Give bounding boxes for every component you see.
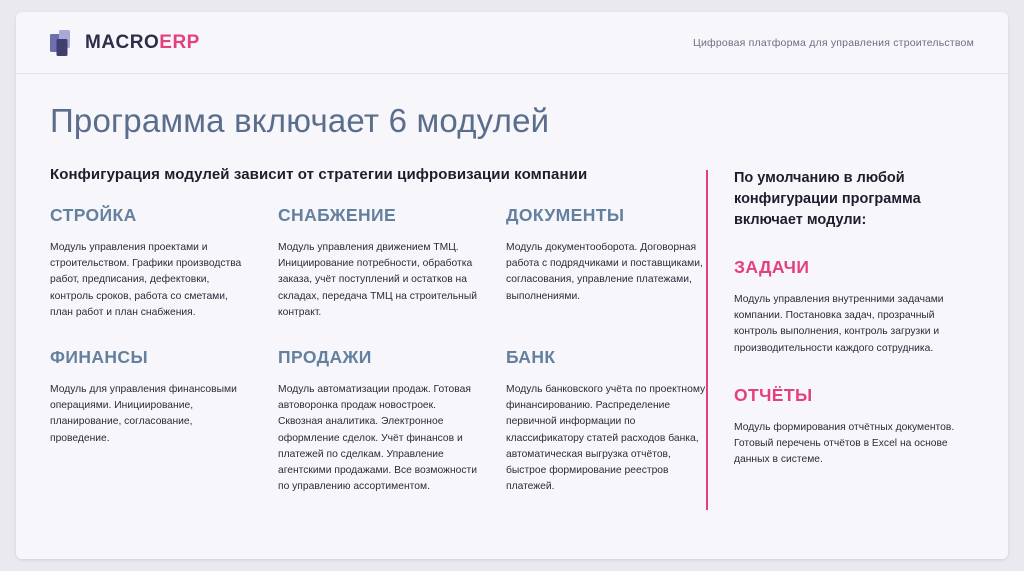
modules-grid xyxy=(50,205,706,495)
module-description-bank: Модуль банковского учёта по проектному финансированию. Распределение первичной информации по классификатору статей расходов банка, автоматическая выгрузка отчётов, быстрое формирование реестров платежей. xyxy=(506,384,706,493)
module-card-finansy xyxy=(50,347,250,495)
logo xyxy=(50,30,200,56)
module-description-finansy: Модуль для управления финансовыми операциями. Инициирование, планирование, согласование, проведение. xyxy=(50,384,237,444)
module-description-dokumenty: Модуль документооборота. Договорная работа с подрядчиками и поставщиками, согласования, управление платежами, выполнениями. xyxy=(506,242,703,302)
page-title: Программа включает 6 модулей xyxy=(50,102,550,139)
module-title-zadachi: ЗАДАЧИ xyxy=(734,257,810,277)
slide-body xyxy=(16,140,1008,510)
modules-subtitle: Конфигурация модулей зависит от стратегии цифровизации компании xyxy=(50,166,588,183)
module-title-snabzhenie: СНАБЖЕНИЕ xyxy=(278,205,397,225)
module-title-dokumenty: ДОКУМЕНТЫ xyxy=(506,205,625,225)
module-title-prodazhi: ПРОДАЖИ xyxy=(278,347,372,368)
slide-header xyxy=(16,12,1008,74)
default-modules-title: По умолчанию в любой конфигурации программа включает модули: xyxy=(734,170,921,228)
module-title-stroyka: СТРОЙКА xyxy=(50,205,137,225)
modules-column xyxy=(50,166,706,510)
module-card-bank xyxy=(506,347,706,495)
module-card-prodazhi xyxy=(278,347,478,495)
vertical-divider xyxy=(706,170,708,510)
module-card-dokumenty xyxy=(506,205,706,321)
macroerp-logo-icon xyxy=(50,30,76,56)
module-card-snabzhenie xyxy=(278,205,478,321)
module-description-otchety: Модуль формирования отчётных документов. Готовый перечень отчётов в Excel на основе данных в системе. xyxy=(734,421,955,466)
module-description-snabzhenie: Модуль управления движением ТМЦ. Инициирование потребности, обработка заказа, учёт поступлений и остатков на складах, передача ТМЦ на строительный контракт. xyxy=(278,242,477,318)
slide xyxy=(16,12,1008,559)
module-title-bank: БАНК xyxy=(506,347,556,368)
default-modules-column xyxy=(734,166,974,510)
header-tagline: Цифровая платформа для управления строительством xyxy=(693,36,974,49)
logo-wordmark xyxy=(85,32,200,54)
module-card-stroyka xyxy=(50,205,250,321)
module-description-zadachi: Модуль управления внутренними задачами компании. Постановка задач, прозрачный контроль выполнения, контроль загрузки и производительности каждого сотрудника. xyxy=(734,294,944,354)
logo-erp-text: ERP xyxy=(159,31,200,53)
module-description-stroyka: Модуль управления проектами и строительством. Графики производства работ, предписания, дефектовки, контроль сроков, работа со сметами, план работ и план снабжения. xyxy=(50,242,242,318)
logo-macro-text: MACRO xyxy=(85,31,160,53)
module-card-otchety xyxy=(734,385,974,469)
module-card-zadachi xyxy=(734,257,974,357)
module-title-finansy: ФИНАНСЫ xyxy=(50,347,148,368)
module-description-prodazhi: Модуль автоматизации продаж. Готовая автоворонка продаж новостроек. Сквозная аналитика. Электронное оформление сделок. Учёт финансов и платежей по сделкам. Управление агентскими продажами. Все возможности по управлению ассортиментом. xyxy=(278,384,477,493)
module-title-otchety: ОТЧЁТЫ xyxy=(734,384,813,405)
